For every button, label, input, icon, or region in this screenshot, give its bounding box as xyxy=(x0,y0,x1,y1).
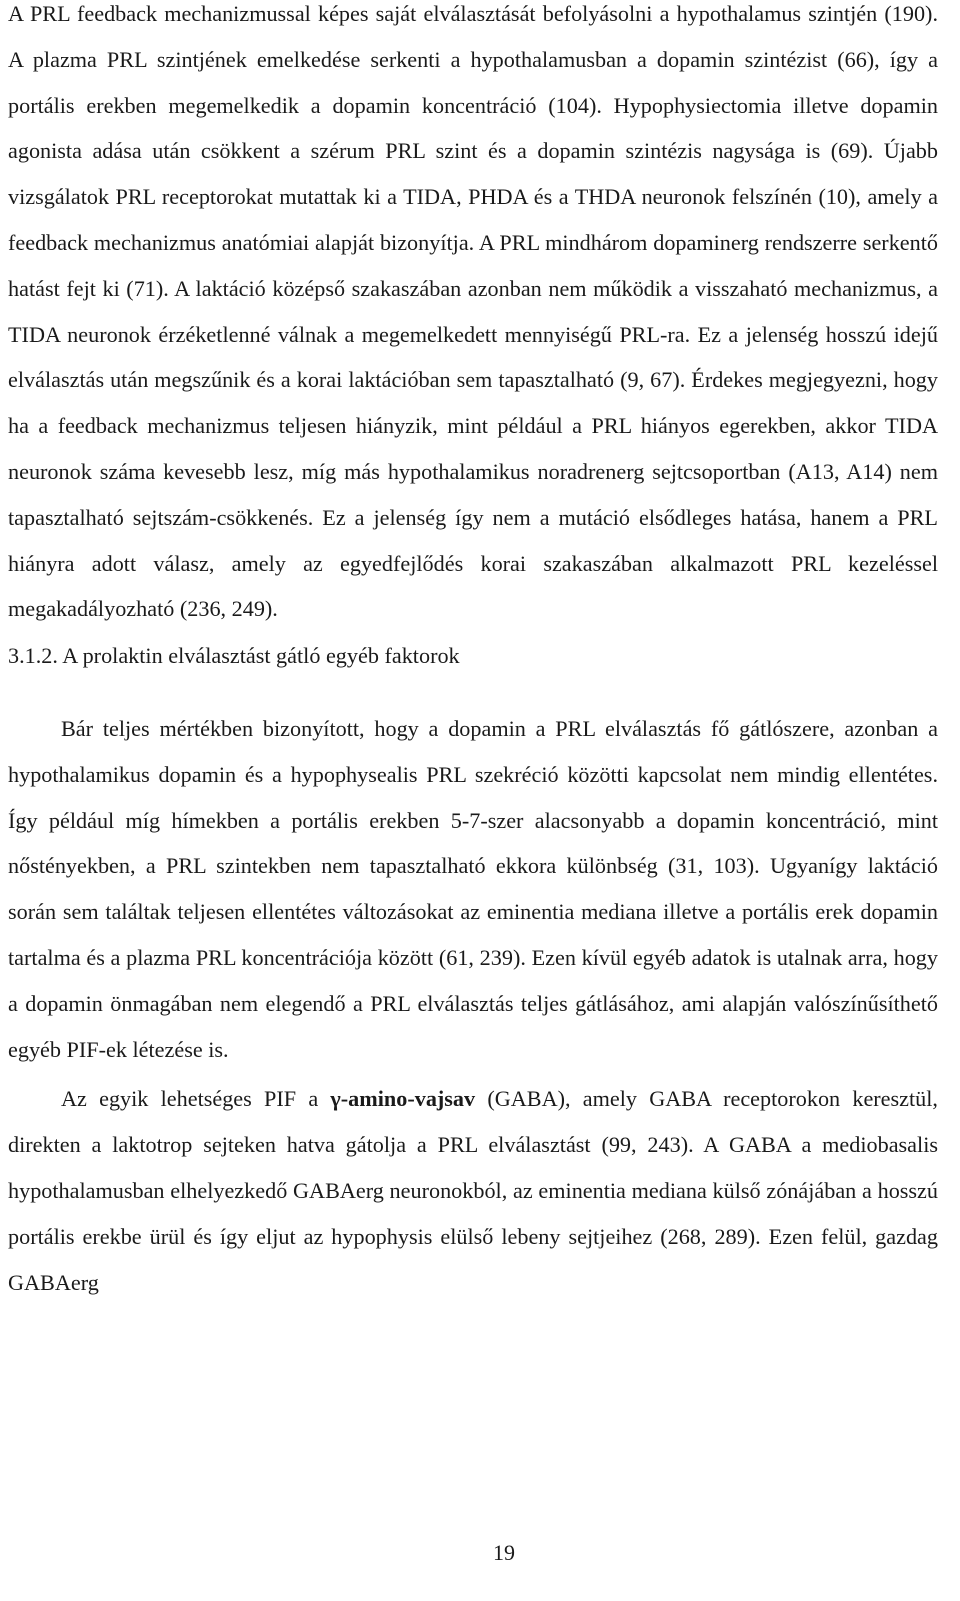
paragraph-gaba-intro: Az egyik lehetséges PIF a xyxy=(61,1086,331,1112)
page-number: 19 xyxy=(493,1540,515,1565)
paragraph-gaba xyxy=(8,1076,938,1305)
paragraph-dopamine-relationship: Bár teljes mértékben bizonyított, hogy a dopamin a PRL elválasztás fő gátlószere, azonban a hypothalamikus dopamin és a hypophysealis PRL szekréció közötti kapcsolat nem mindig ellentétes. Így például míg hímekben a portális erekben 5-7-szer alacsonyabb a dopamin koncentráció, mint nőstényekben, a PRL szintekben nem tapasztalható ekkora különbség (31, 103). Ugyanígy laktáció során sem találtak teljesen ellentétes változásokat az eminentia mediana illetve a portális erek dopamin tartalma és a plazma PRL koncentrációja között (61, 239). Ezen kívül egyéb adatok is utalnak arra, hogy a dopamin önmagában nem elegendő a PRL elválasztás teljes gátlásához, ami alapján valószínűsíthető egyéb PIF-ek létezése is. xyxy=(8,715,938,1062)
paragraph-prl-feedback: A PRL feedback mechanizmussal képes saját elválasztását befolyásolni a hypothalamus szintjén (190). A plazma PRL szintjének emelkedése serkenti a hypothalamusban a dopamin szintézist (66), így a portális erekben megemelkedik a dopamin koncentráció (104). Hypophysiectomia illetve dopamin agonista adása után csökkent a szérum PRL szint és a dopamin szintézis nagysága is (69). Újabb vizsgálatok PRL receptorokat mutattak ki a TIDA, PHDA és a THDA neuronok felszínén (10), amely a feedback mechanizmus anatómiai alapját bizonyítja. A PRL mindhárom dopaminerg rendszerre serkentő hatást fejt ki (71). A laktáció középső szakaszában azonban nem működik a visszaható mechanizmus, a TIDA neuronok érzéketlenné válnak a megemelkedett mennyiségű PRL-ra. Ez a jelenség hosszú idejű elválasztás után megszűnik és a korai laktációban sem tapasztalható (9, 67). Érdekes megjegyezni, hogy ha a feedback mechanizmus teljesen hiányzik, mint például a PRL hiányos egerekben, akkor TIDA neuronok száma kevesebb lesz, míg más hypothalamikus noradrenerg sejtcsoportban (A13, A14) nem tapasztalható sejtszám-csökkenés. Ez a jelenség így nem a mutáció elsődleges hatása, hanem a PRL hiányra adott válasz, amely az egyedfejlődés korai szakaszában alkalmazott PRL kezeléssel megakadályozható (236, 249). xyxy=(8,1,938,622)
gaba-term: γ-amino-vajsav xyxy=(330,1086,476,1112)
paragraph-gaba-body: (GABA), amely GABA receptorokon keresztül, direkten a laktotrop sejteken hatva gátolja a PRL elválasztást (99, 243). A GABA a mediobasalis hypothalamusban elhelyezkedő GABAerg neuronokból, az eminentia mediana külső zónájában a hosszú portális erekbe ürül és így eljut az hypophysis elülső lebeny sejtjeihez (268, 289). Ezen felül, gazdag GABAerg xyxy=(8,1086,938,1295)
section-heading: 3.1.2. A prolaktin elválasztást gátló egyéb faktorok xyxy=(8,643,460,669)
document-page xyxy=(8,0,938,1305)
